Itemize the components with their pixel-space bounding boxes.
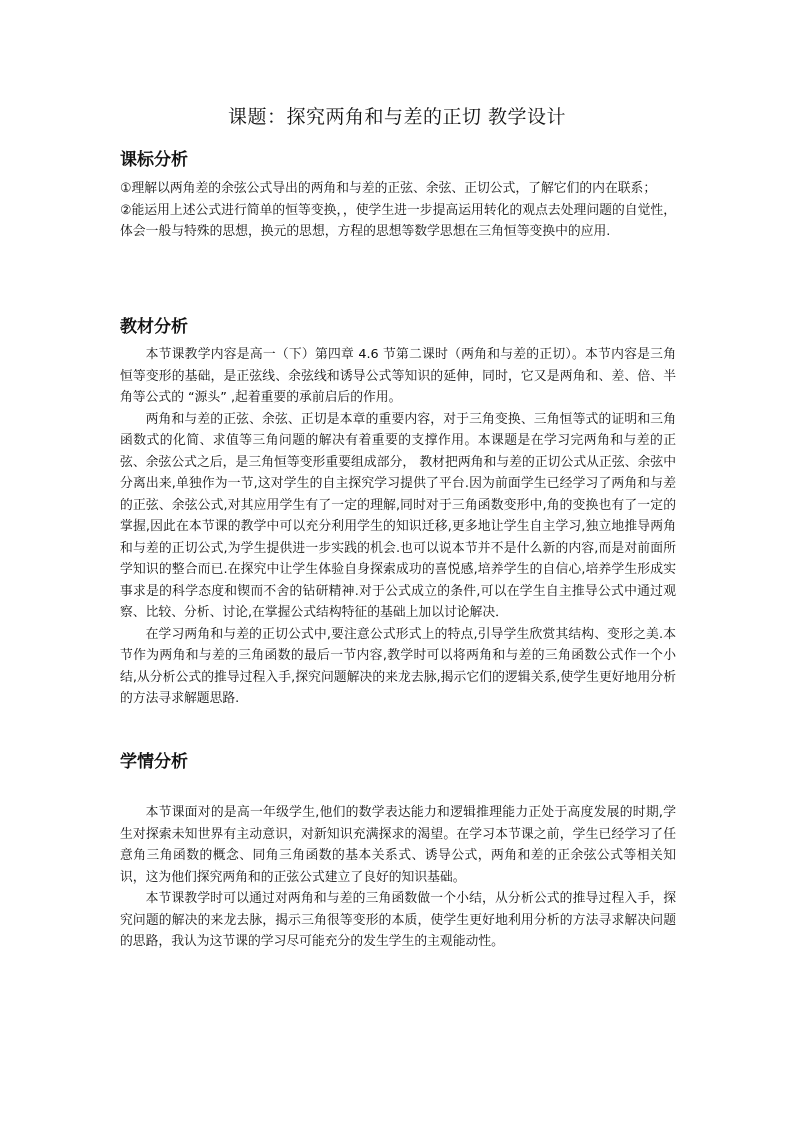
document-title: 课题：探究两角和与差的正切 教学设计 bbox=[227, 106, 567, 128]
section-heading-textbook: 教材分析 bbox=[120, 317, 188, 337]
paragraph: 在学习两角和与差的正切公式中,要注意公式形式上的特点,引导学生欣赏其结构、变形之美.本节作为两角和与差的三角函数的最后一节内容,教学时可以将两角和与差的三角函数公式作一个小结,从分析公式的推导过程入手,探究问题解决的来龙去脉,揭示它们的逻辑关系,使学生更好地用分析的方法寻求解题思路. bbox=[120, 626, 676, 706]
section-body-textbook bbox=[120, 344, 676, 710]
paragraph: 本节课教学内容是高一（下）第四章 4.6 节第二课时（两角和与差的正切）。本节内容是三角恒等变形的基础，是正弦线、余弦线和诱导公式等知识的延伸，同时，它又是两角和、差、倍、半角等公式的 “源头” ,起着重要的承前启后的作用。 bbox=[120, 347, 676, 405]
paragraph: 本节课面对的是高一年级学生,他们的数学表达能力和逻辑推理能力正处于高度发展的时期,学生对探索未知世界有主动意识，对新知识充满探求的渴望。在学习本节课之前，学生已经学习了任意角三角函数的概念、同角三角函数的基本关系式、诱导公式，两角和差的正余弦公式等相关知识，这为他们探究两角和的正弦公式建立了良好的知识基础。 bbox=[120, 805, 676, 885]
paragraph: 两角和与差的正弦、余弦、正切是本章的重要内容，对于三角变换、三角恒等式的证明和三角函数式的化简、求值等三角问题的解决有着重要的支撑作用。本课题是在学习完两角和与差的正弦、余弦公式之后，是三角恒等变形重要组成部分， 教材把两角和与差的正切公式从正弦、余弦中分离出来,单独作为一节,这对学生的自主探究学习提供了平台.因为前面学生已经学习了两角和与差的正弦、余弦公式,对其应用学生有了一定的理解,同时对于三角函数变形中,角的变换也有了一定的掌握,因此在本节课的教学中可以充分利用学生的知识迁移,更多地让学生自主学习,独立地推导两角和与差的正切公式,为学生提供进一步实践的机会.也可以说本节并不是什么新的内容,而是对前面所学知识的整合而已.在探究中让学生体验自身探索成功的喜悦感,培养学生的自信心,培养学生形成实事求是的科学态度和锲而不舍的钻研精神.对于公式成立的条件,可以在学生自主推导公式中通过观察、比较、分析、讨论,在掌握公式结构特征的基础上加以讨论解决． bbox=[120, 411, 676, 620]
section-heading-learners: 学情分析 bbox=[120, 752, 188, 772]
section-body-curriculum bbox=[120, 178, 676, 243]
paragraph: ②能运用上述公式进行简单的恒等变换，，使学生进一步提高运用转化的观点去处理问题的自觉性，体会一般与特殊的思想，换元的思想，方程的思想等数学思想在三角恒等变换中的应用. bbox=[120, 202, 676, 239]
section-heading-curriculum: 课标分析 bbox=[120, 150, 188, 170]
paragraph: 本节课教学时可以通过对两角和与差的三角函数做一个小结，从分析公式的推导过程入手，探究问题的解决的来龙去脉，揭示三角很等变形的本质，使学生更好地利用分析的方法寻求解决问题的思路，我认为这节课的学习尽可能充分的发生学生的主观能动性。 bbox=[120, 891, 676, 949]
paragraph: ①理解以两角差的余弦公式导出的两角和与差的正弦、余弦、正切公式，了解它们的内在联系； bbox=[120, 181, 657, 196]
section-body-learners bbox=[120, 802, 676, 953]
